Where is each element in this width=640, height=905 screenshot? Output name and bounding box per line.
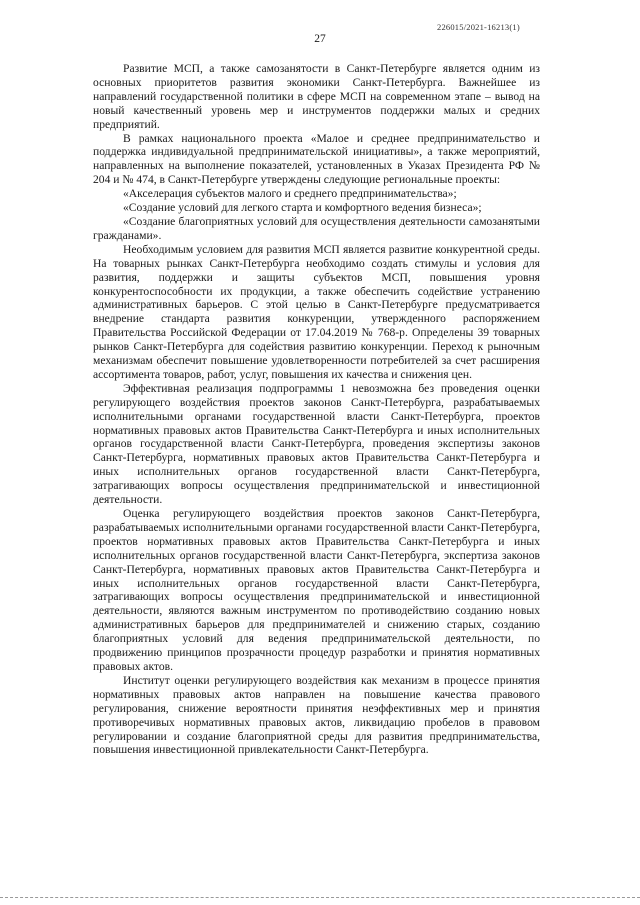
list-item-self-employed: «Создание благоприятных условий для осуществления деятельности самозанятыми гражданами». — [93, 214, 540, 242]
paragraph-competition: Необходимым условием для развития МСП является развитие конкурентной среды. На товарных рынках Санкт-Петербурга необходимо создать стимулы и условия для развития, поддержки и защиты субъектов МСП, повышения уровня конкурентоспособности их продукции, а также обеспечить содействие устранению административных барьеров. С этой целью в Санкт-Петербурге предусматривается внедрение стандарта развития конкуренции, утвержденного распоряжением Правительства Российской Федерации от 17.04.2019 № 768-р. Определены 39 товарных рынков Санкт-Петербурга для содействия развитию конкуренции. Переход к рыночным механизмам обеспечит повышение удовлетворенности потребителей за счет расширения ассортимента товаров, работ, услуг, повышения их качества и снижения цен. — [93, 242, 540, 381]
paragraph-national-project: В рамках национального проекта «Малое и среднее предпринимательство и поддержка индивидуальной предпринимательской инициативы», а также мероприятий, направленных на выполнение показателей, установленных в Указах Президента РФ № 204 и № 474, в Санкт-Петербурге утверждены следующие региональные проекты: — [93, 131, 540, 187]
list-item-easy-start: «Создание условий для легкого старта и комфортного ведения бизнеса»; — [123, 201, 482, 215]
paragraph-regulatory-assessment: Оценка регулирующего воздействия проектов законов Санкт-Петербурга, разрабатываемых исполнительными органами государственной власти Санкт-Петербурга, проектов нормативных правовых актов Правительства Санкт-Петербурга и иных исполнительных органов государственной власти Санкт-Петербурга, экспертиза законов Санкт-Петербурга, нормативных правовых актов Правительства Санкт-Петербурга и иных исполнительных органов государственной власти Санкт-Петербурга, затрагивающих вопросы осуществления предпринимательской и инвестиционной деятельности, являются важным инструментом по противодействию созданию новых административных барьеров для предпринимателей и снижению старых, созданию благоприятных условий для ведения предпринимательской деятельности, по продвижению принципов прозрачности процедур разработки и принятия нормативных правовых актов. — [93, 507, 540, 673]
document-id: 226015/2021-16213(1) — [437, 22, 520, 32]
page-bottom-divider — [0, 897, 640, 899]
page-number: 27 — [314, 33, 326, 45]
document-body — [93, 62, 540, 757]
paragraph-subprogram-1: Эффективная реализация подпрограммы 1 невозможна без проведения оценки регулирующего воздействия проектов законов Санкт-Петербурга, разрабатываемых исполнительными органами государственной власти Санкт-Петербурга, проектов нормативных правовых актов Правительства Санкт-Петербурга и иных исполнительных органов государственной власти Санкт-Петербурга, проведения экспертизы законов Санкт-Петербурга, нормативных правовых актов Правительства Санкт-Петербурга и иных исполнительных органов государственной власти Санкт-Петербурга, затрагивающих вопросы осуществления предпринимательской и инвестиционной деятельности. — [93, 381, 540, 507]
list-item-acceleration: «Акселерация субъектов малого и среднего предпринимательства»; — [123, 187, 457, 201]
paragraph-regulatory-institute: Институт оценки регулирующего воздействия как механизм в процессе принятия нормативных правовых актов направлен на повышение качества правового регулирования, снижение вероятности принятия неэффективных мер и принятия противоречивых нормативных правовых актов, ликвидацию пробелов в правовом регулировании и создание благоприятной среды для развития предпринимательства, повышения инвестиционной привлекательности Санкт-Петербурга. — [93, 673, 540, 757]
paragraph-msp-development: Развитие МСП, а также самозанятости в Санкт-Петербурге является одним из основных приоритетов развития экономики Санкт-Петербурга. Важнейшее из направлений государственной политики в сфере МСП на современном этапе – вывод на новый качественный уровень мер и инструментов поддержки малых и средних предприятий. — [93, 62, 540, 131]
